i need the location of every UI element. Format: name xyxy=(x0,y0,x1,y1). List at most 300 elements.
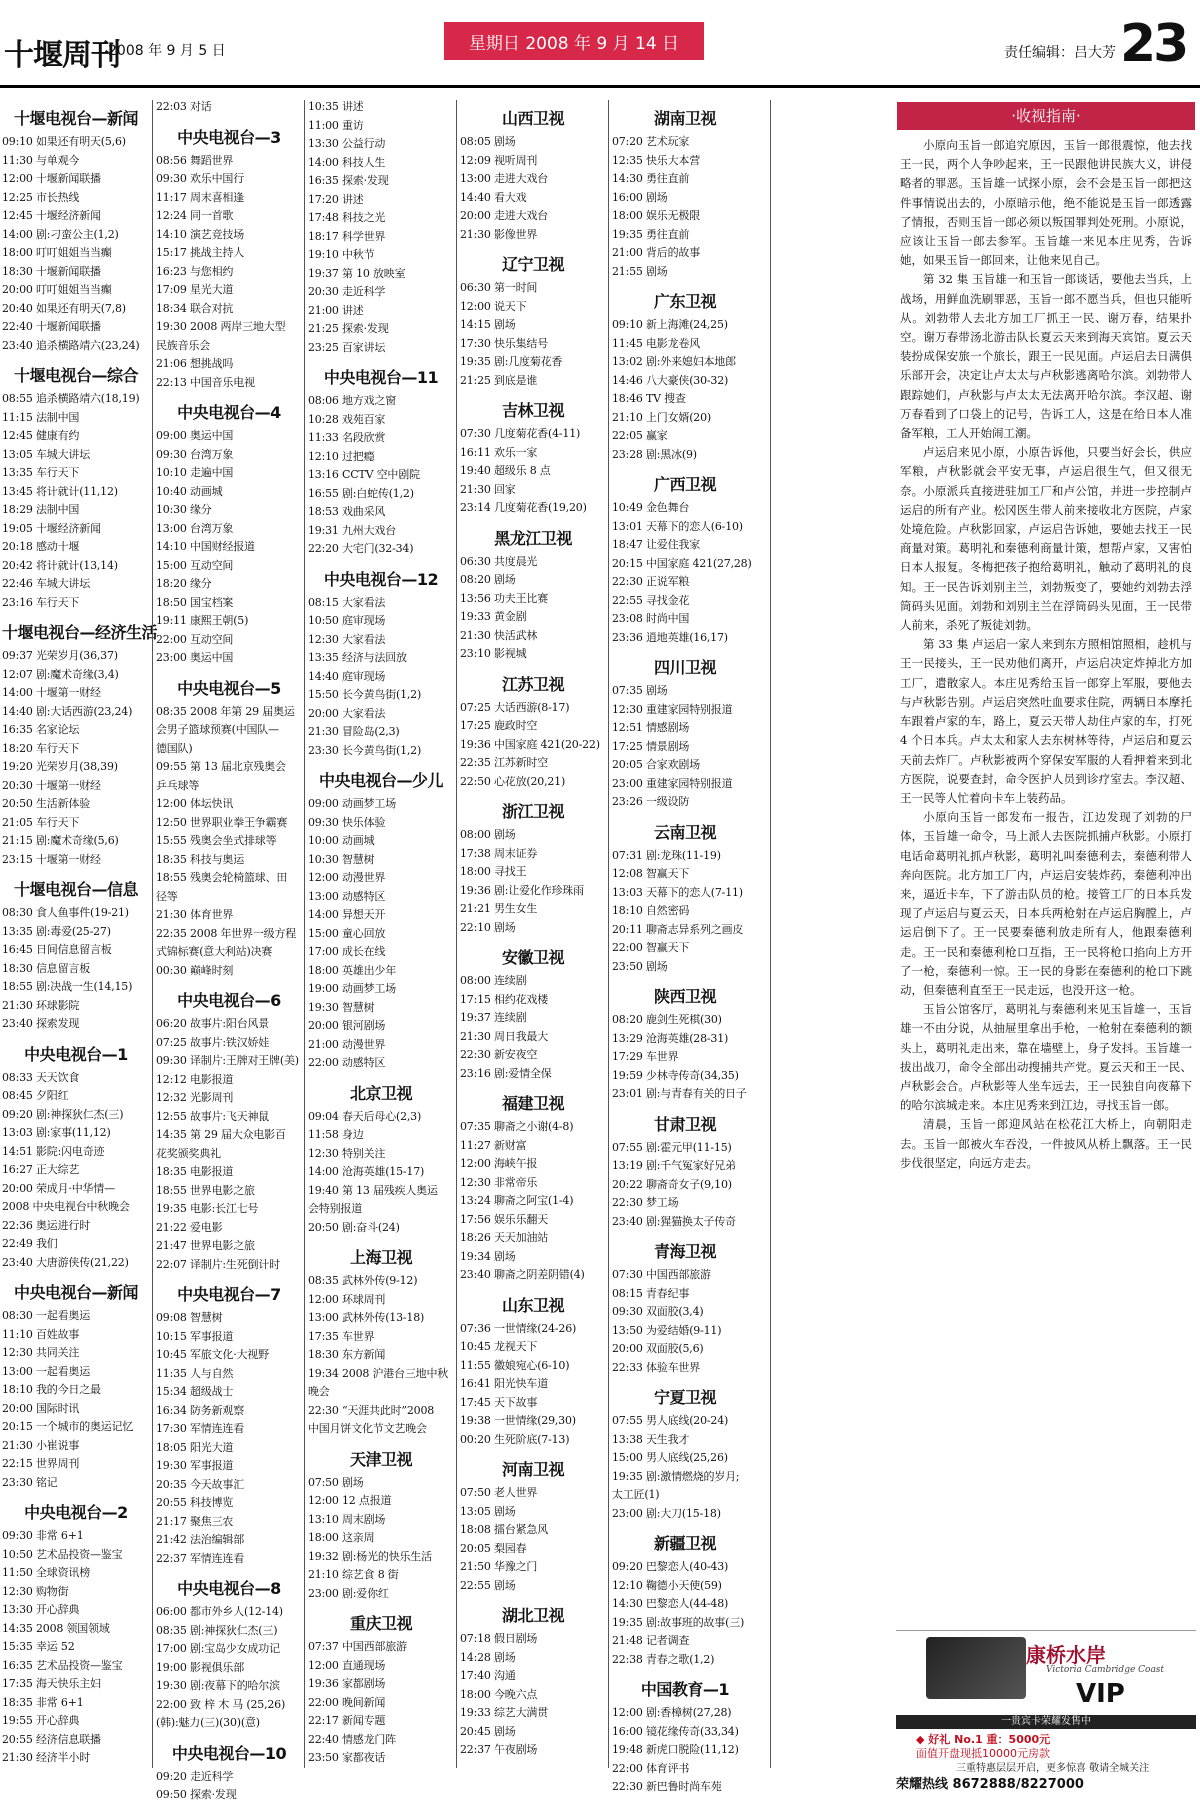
program-listing: 19:30 2008 两岸三地大型 xyxy=(156,320,286,333)
channel-name: 中央电视台—10 xyxy=(171,1743,287,1763)
program-listing: 20:15 中国家庭 421(27,28) xyxy=(612,556,752,570)
program-listing: 23:00 剧:大刀(15-18) xyxy=(612,1506,721,1520)
story-paragraph: 玉旨公馆客厅，葛明礼与秦德利来见玉旨雄一，玉旨雄一不由分说，从抽屉里拿出手枪，一枪射在秦德利的额头上，葛明礼走出来，靠在墙壁上，身子发抖。玉旨雄一拔出战刀，命令全部出动搜捕共产党。夏云天和王一民、卢秋影会合。卢秋影等人坐车远去，王一民独自向夜幕下的哈尔滨城走来。本庄见秀来到江边，寻找玉旨一郎。 xyxy=(900,1002,1192,1113)
program-listing: 09:10 新上海滩(24,25) xyxy=(612,318,728,331)
program-listing: 20:35 今天故事汇 xyxy=(156,1477,244,1491)
program-listing: 20:15 一个城市的奥运记忆 xyxy=(2,1420,134,1433)
program-listing: 07:25 大话西游(8-17) xyxy=(460,700,570,714)
program-listing: 17:35 车世界 xyxy=(308,1329,375,1343)
program-listing: 19:55 开心辞典 xyxy=(2,1714,80,1727)
program-listing: 20:00 叮叮姐姐当当癫 xyxy=(2,283,112,296)
program-listing: 11:10 百姓故事 xyxy=(2,1327,80,1341)
program-listing: 22:13 中国音乐电视 xyxy=(156,375,255,389)
program-listing: 18:30 十堰新闻联播 xyxy=(2,264,101,278)
program-listing: 18:00 英雄出少年 xyxy=(308,963,396,977)
program-listing: 19:59 少林寺传奇(34,35) xyxy=(612,1068,739,1082)
program-listing: 20:00 大家看法 xyxy=(308,706,386,720)
program-listing: 11:35 人与自然 xyxy=(156,1366,234,1380)
program-listing: 07:30 几度菊花香(4-11) xyxy=(460,427,581,440)
channel-name: 中央电视台—5 xyxy=(177,678,281,698)
program-listing: 20:50 生活新体验 xyxy=(2,797,90,810)
program-listing: 10:30 缘分 xyxy=(156,503,212,516)
program-listing: 2008 中央电视台中秋晚会 xyxy=(2,1200,130,1213)
guide-story xyxy=(896,136,1196,1173)
program-listing: 21:30 影像世界 xyxy=(460,227,538,241)
channel-name: 中央电视台—8 xyxy=(177,1579,281,1598)
channel-name: 黑龙江卫视 xyxy=(494,528,572,548)
program-listing: 18:00 娱乐无极限 xyxy=(612,209,700,222)
program-listing: (韩):魅力(三)(30)(意) xyxy=(156,1716,260,1729)
program-listing: 会男子篮球预赛(中国队— xyxy=(156,723,279,736)
channel-name: 中央电视台—1 xyxy=(24,1044,128,1064)
program-listing: 14:51 影院:闪电奇迹 xyxy=(2,1144,105,1158)
program-listing: 09:55 第 13 届北京残奥会 xyxy=(156,760,286,773)
program-listing: 14:46 八大豪侠(30-32) xyxy=(612,373,729,387)
program-listing: 09:00 奥运中国 xyxy=(156,429,234,442)
program-listing: 德国队) xyxy=(156,741,193,755)
program-listing: 20:11 聊斋志异系列之画皮 xyxy=(612,922,744,936)
program-listing: 16:00 镜花缘传奇(33,34) xyxy=(612,1724,739,1738)
program-listing: 22:10 剧场 xyxy=(460,920,516,934)
program-listing: 20:18 感动十堰 xyxy=(2,540,80,553)
channel-name: 中央电视台—3 xyxy=(177,127,281,147)
program-listing: 10:45 龙视天下 xyxy=(460,1340,538,1353)
program-listing: 12:30 重建家园特别报道 xyxy=(612,702,733,716)
program-listing: 23:40 聊斋之阴差阴错(4) xyxy=(460,1268,585,1281)
program-listing: 19:35 勇往直前 xyxy=(612,227,690,241)
program-listing: 16:11 欢乐一家 xyxy=(460,445,538,459)
program-listing: 08:15 青春纪事 xyxy=(612,1286,690,1300)
program-listing: 20:00 国际时讯 xyxy=(2,1401,80,1415)
program-listing: 21:22 爱电影 xyxy=(156,1220,223,1234)
program-listing: 08:56 舞蹈世界 xyxy=(156,153,234,167)
program-listing: 10:28 戏苑百家 xyxy=(308,412,386,426)
channel-name: 中央电视台—新闻 xyxy=(13,1283,138,1302)
program-listing: 13:05 剧场 xyxy=(460,1504,516,1518)
program-listing: 14:40 看大戏 xyxy=(460,190,527,204)
program-listing: 07:35 聊斋之小谢(4-8) xyxy=(460,1120,574,1133)
program-listing: 23:25 百家讲坛 xyxy=(308,340,386,354)
program-listing: 14:00 沧海英雄(15-17) xyxy=(308,1165,425,1178)
program-listing: 08:35 2008 年第 29 届奥运 xyxy=(156,704,295,718)
program-listing: 12:30 购物街 xyxy=(2,1584,69,1598)
program-listing: 22:30 新安夜空 xyxy=(460,1048,538,1061)
program-listing: 21:30 体育世界 xyxy=(156,908,234,921)
program-listing: 13:03 剧:家事(11,12) xyxy=(2,1126,111,1139)
program-listing: 21:30 快活武林 xyxy=(460,628,538,642)
program-listing: 20:00 银河剧场 xyxy=(308,1019,386,1032)
program-listing: 20:50 剧:奋斗(24) xyxy=(308,1220,400,1234)
program-listing: 14:00 科技人生 xyxy=(308,155,386,169)
program-listing: 20:05 梨园春 xyxy=(460,1541,527,1555)
program-listing: 09:30 欢乐中国行 xyxy=(156,172,244,185)
program-listing: 23:30 铭记 xyxy=(2,1475,58,1489)
program-listing: 12:00 直通现场 xyxy=(308,1658,386,1672)
program-listing: 13:00 一起看奥运 xyxy=(2,1364,90,1378)
program-listing: 18:00 叮叮姐姐当当癫 xyxy=(2,246,112,259)
program-listing: 12:00 环球周刊 xyxy=(308,1292,386,1306)
program-listing: 20:05 合家欢剧场 xyxy=(612,758,700,771)
story-paragraph: 小原向玉旨一郎追究原因，玉旨一郎很震惊，他去找王一民，两个人争吵起来，王一民跟他讲民族大义，讲侵略者的罪恶。玉旨雄一试探小原，会不会是玉旨一郎把这件事情说出去的，小原暗示他，绝不能说是玉旨一郎透露了情报，否则玉旨一郎必须以叛国罪判处死刑。小原说，应该让玉旨一郎去参军。玉旨雄一来见本庄见秀，告诉她，如果玉旨一郎回来，让他来见自己。 xyxy=(900,138,1192,268)
program-listing: 18:20 车行天下 xyxy=(2,741,80,755)
program-listing: 10:35 讲述 xyxy=(308,100,364,113)
program-listing: 11:00 重访 xyxy=(308,118,364,132)
ad-banner: 一贵宾卡荣耀发售中 xyxy=(896,1715,1196,1729)
program-listing: 07:18 假日剧场 xyxy=(460,1632,538,1645)
ad-note: 三重特惠层层开启，更多惊喜 敬请全城关注 xyxy=(956,1763,1150,1774)
program-listing: 15:00 童心回放 xyxy=(308,926,386,940)
channel-name: 广西卫视 xyxy=(653,475,716,494)
program-listing: 21:10 上门女婿(20) xyxy=(612,410,711,424)
program-listing: 17:30 军情连连看 xyxy=(156,1422,244,1435)
ad-logo: 康桥水岸 xyxy=(1026,1643,1106,1667)
program-listing: 22:55 剧场 xyxy=(460,1578,516,1592)
program-listing: 10:15 军事报道 xyxy=(156,1329,234,1343)
program-listing: 17:45 天下故事 xyxy=(460,1395,538,1409)
program-listing: 21:30 回家 xyxy=(460,482,516,496)
program-listing: 19:40 第 13 届残疾人奥运 xyxy=(308,1183,438,1197)
channel-name: 中央电视台—7 xyxy=(177,1285,281,1304)
program-listing: 12:30 共同关注 xyxy=(2,1346,80,1359)
program-listing: 12:00 体坛快讯 xyxy=(156,797,234,810)
program-listing: 19:37 第 10 放映室 xyxy=(308,266,406,280)
program-listing: 19:35 剧:故事班的故事(三) xyxy=(612,1615,745,1629)
program-listing: 20:22 聊斋奇女子(9,10) xyxy=(612,1177,732,1191)
program-listing: 09:30 译制片:王牌对王牌(美) xyxy=(156,1054,299,1067)
program-listing: 18:46 TV 搜查 xyxy=(612,392,686,405)
program-listing: 18:47 让爱住我家 xyxy=(612,538,700,551)
program-listing: 19:38 一世情缘(29,30) xyxy=(460,1414,576,1427)
program-listing: 23:16 车行天下 xyxy=(2,595,80,609)
program-listing: 09:30 快乐体验 xyxy=(308,815,386,829)
program-listing: 21:05 车行天下 xyxy=(2,815,80,829)
program-listing: 13:50 为爱结婚(9-11) xyxy=(612,1323,722,1337)
program-listing: 12:25 市长热线 xyxy=(2,190,80,204)
channel-name: 宁夏卫视 xyxy=(653,1388,716,1407)
channel-name: 甘肃卫视 xyxy=(653,1114,716,1134)
program-listing: 22:17 新闻专题 xyxy=(308,1714,386,1727)
program-listing: 19:36 家都剧场 xyxy=(308,1677,386,1690)
program-listing: 20:00 荣成月·中华情— xyxy=(2,1181,115,1195)
program-listing: 08:30 食人鱼事件(19-21) xyxy=(2,906,129,919)
program-listing: 09:20 巴黎恋人(40-43) xyxy=(612,1560,729,1573)
program-listing: 13:35 剧:毒爱(25-27) xyxy=(2,924,111,938)
program-listing: 18:29 法制中国 xyxy=(2,503,80,516)
program-listing: 12:09 视听周刊 xyxy=(460,153,538,167)
date-banner: 星期日 2008 年 9 月 14 日 xyxy=(444,22,704,60)
channel-name: 中央电视台—11 xyxy=(323,368,439,387)
channel-name: 辽宁卫视 xyxy=(501,255,564,274)
program-listing: 23:40 追杀横路靖六(23,24) xyxy=(2,338,140,352)
program-listing: 06:00 都市外乡人(12-14) xyxy=(156,1605,283,1618)
program-listing: 22:20 大宅门(32-34) xyxy=(308,542,414,555)
channel-name: 福建卫视 xyxy=(501,1094,564,1113)
program-listing: 18:05 阳光大道 xyxy=(156,1440,234,1454)
program-listing: 22:00 晚间新闻 xyxy=(308,1695,386,1709)
program-listing: 22:35 江苏新时空 xyxy=(460,756,548,769)
program-listing: 13:56 功夫王比赛 xyxy=(460,591,548,605)
program-listing: 19:34 2008 沪港台三地中秋 xyxy=(308,1366,449,1380)
guide-title: ·收视指南· xyxy=(897,102,1195,130)
program-listing: 11:58 身边 xyxy=(308,1128,364,1141)
program-listing: 13:01 天幕下的恋人(6-10) xyxy=(612,519,743,533)
program-listing: 18:00 寻找王 xyxy=(460,865,527,878)
channel-name: 湖南卫视 xyxy=(653,109,716,128)
program-listing: 17:29 车世界 xyxy=(612,1050,679,1063)
program-listing: 21:30 小崔说事 xyxy=(2,1438,80,1452)
program-listing: 16:45 日间信息留言板 xyxy=(2,943,112,956)
program-listing: 08:00 剧场 xyxy=(460,828,516,841)
program-listing: 13:30 公益行动 xyxy=(308,137,386,150)
program-listing: 13:38 天生我才 xyxy=(612,1432,690,1446)
program-listing: 08:20 剧场 xyxy=(460,573,516,586)
channel-name: 十堰电视台—经济生活 xyxy=(2,623,158,642)
program-listing: 22:33 体验车世界 xyxy=(612,1360,700,1374)
program-listing: 19:35 剧:激情燃烧的岁月; xyxy=(612,1469,740,1483)
program-listing: 16:34 防务新观察 xyxy=(156,1403,244,1417)
channel-name: 广东卫视 xyxy=(653,292,716,311)
program-listing: 19:11 康熙王朝(5) xyxy=(156,614,249,627)
program-listing: 23:40 大唐游侠传(21,22) xyxy=(2,1255,129,1269)
channel-name: 安徽卫视 xyxy=(501,948,564,967)
program-listing: 18:10 我的今日之最 xyxy=(2,1383,101,1396)
program-listing: 21:10 综艺食 8 街 xyxy=(308,1568,399,1581)
newspaper-brand: 十堰周刊 xyxy=(4,38,120,73)
channel-name: 河南卫视 xyxy=(501,1460,564,1479)
program-listing: 22:38 青春之歌(1,2) xyxy=(612,1652,715,1666)
program-listing: 07:35 剧场 xyxy=(612,684,668,697)
channel-name: 中央电视台—4 xyxy=(177,403,281,422)
program-listing: 14:40 剧:大话西游(23,24) xyxy=(2,704,133,718)
program-listing: 18:00 这亲周 xyxy=(308,1531,375,1544)
story-paragraph: 卢运启来见小原，小原告诉他，只要当好会长，供应军粮，卢秋影就会平安无事，卢运启很生气，但又很无奈。小原派兵直接进驻加工厂和卢公馆，并进一步控制卢运启的所有产业。松冈医生带人前来接收北方医院，卢家处境危险。卢秋影回家，卢运启告诉她，要她去找王一民商量对策。葛明礼和秦德利商量计策，想帮卢家，又害怕日本人报复。冬梅把孩子抱给葛明礼，触动了葛明礼的良知。王一民告诉刘别主兰，刘勃叛变了，要她约刘勃去浮筒码头见面。刘勃和刘别主兰在浮筒码头见面，王一民带人前来，杀死了叛徒刘勃。 xyxy=(900,445,1192,633)
program-listing: 太工匠(1) xyxy=(612,1488,660,1501)
channel-name: 云南卫视 xyxy=(653,822,716,842)
program-listing: 式锦标赛(意大利站)决赛 xyxy=(156,945,273,958)
program-listing: 12:45 健康有约 xyxy=(2,429,80,442)
program-listing: 09:30 双面胶(3,4) xyxy=(612,1305,704,1318)
program-listing: 22:30 梦工场 xyxy=(612,1196,679,1209)
program-listing: 13:00 走进大戏台 xyxy=(460,172,548,185)
program-listing: 07:50 剧场 xyxy=(308,1475,364,1489)
program-listing: 07:37 中国西部旅游 xyxy=(308,1640,407,1653)
program-listing: 21:55 剧场 xyxy=(612,264,668,278)
program-listing: 11:50 全球资讯榜 xyxy=(2,1566,90,1579)
program-listing: 14:10 演艺竞技场 xyxy=(156,227,244,241)
program-listing: 22:00 智赢天下 xyxy=(612,941,690,954)
program-listing: 08:55 追杀横路靖六(18,19) xyxy=(2,392,140,405)
schedule-column-4 xyxy=(460,98,606,1770)
program-listing: 18:34 联合对抗 xyxy=(156,301,234,315)
program-listing: 19:36 剧:让爱化作珍珠雨 xyxy=(460,883,584,897)
program-listing: 18:26 天天加油站 xyxy=(460,1231,548,1244)
program-listing: 12:12 电影报道 xyxy=(156,1072,234,1086)
vip-card-image xyxy=(926,1637,1026,1699)
program-listing: 20:30 十堰第一财经 xyxy=(2,778,101,792)
program-listing: 07:30 中国西部旅游 xyxy=(612,1268,711,1281)
program-listing: 18:35 科技与奥运 xyxy=(156,852,244,866)
program-listing: 07:20 艺术玩家 xyxy=(612,135,690,148)
program-listing: 22:30 “天涯共此时”2008 xyxy=(308,1403,435,1417)
program-listing: 13:35 经济与法回放 xyxy=(308,651,407,664)
program-listing: 13:29 沧海英雄(28-31) xyxy=(612,1031,729,1045)
channel-name: 山西卫视 xyxy=(501,109,564,128)
story-paragraph: 第 33 集 卢运启一家人来到东方照相馆照相，趁机与王一民接头，王一民劝他们离开，卢运启决定炸掉北方加工厂，遣散家人。本庄见秀给玉旨一郎穿上军服，要他去与卢秋影告别。卢运启突然吐血要求住院，两辆日本摩托车跟着卢家的车，路上，夏云天带人劫住卢家的车，打死 4 个日本兵。卢太太和家人去东树林等待，卢运启和夏云天前去炸厂。卢秋影被两个穿保安军服的人看押着来到北方医院，说要查封，命令医护人员到诊疗室去。李汉超、王一民等人忙着向卡车上装药品。 xyxy=(900,637,1192,805)
program-listing: 13:05 车城大讲坛 xyxy=(2,447,90,461)
program-listing: 10:00 动画城 xyxy=(308,834,375,847)
program-listing: 08:06 地方戏之窗 xyxy=(308,394,396,407)
program-listing: 12:30 非常帝乐 xyxy=(460,1175,538,1189)
program-listing: 13:24 聊斋之阿宝(1-4) xyxy=(460,1194,574,1207)
program-listing: 19:40 超级乐 8 点 xyxy=(460,464,551,477)
story-paragraph: 清晨，玉旨一郎迎风站在松花江大桥上，向朝阳走去。玉旨一郎被火车吞没，一件披风从桥上飘落。王一民步伐很坚定，向远方走去。 xyxy=(900,1117,1192,1170)
program-listing: 21:48 记者调查 xyxy=(612,1634,690,1647)
program-listing: 19:05 十堰经济新闻 xyxy=(2,521,101,535)
program-listing: 16:35 艺术品投资—鉴宝 xyxy=(2,1658,123,1672)
program-listing: 10:49 金色舞台 xyxy=(612,501,690,514)
program-listing: 22:55 寻找金花 xyxy=(612,593,690,607)
program-listing: 09:10 如果还有明天(5,6) xyxy=(2,135,126,148)
program-listing: 19:30 智慧树 xyxy=(308,1000,375,1014)
program-listing: 21:17 聚焦三农 xyxy=(156,1514,234,1528)
program-listing: 21:00 动漫世界 xyxy=(308,1037,386,1051)
program-listing: 22:50 心花放(20,21) xyxy=(460,774,566,788)
channel-name: 山东卫视 xyxy=(501,1295,564,1315)
program-listing: 19:33 黄金剧 xyxy=(460,610,527,623)
program-listing: 11:30 与单观今 xyxy=(2,153,80,167)
program-listing: 13:00 武林外传(13-18) xyxy=(308,1311,425,1324)
program-listing: 晚会 xyxy=(308,1385,330,1398)
program-listing: 23:08 时尚中国 xyxy=(612,612,690,625)
program-listing: 07:25 故事片:铁汉娇娃 xyxy=(156,1035,270,1049)
program-listing: 18:30 信息留言板 xyxy=(2,961,90,975)
ad-offer-detail: 面值开盘现抵10000元房款 xyxy=(916,1747,1050,1760)
program-listing: 16:35 名家论坛 xyxy=(2,723,80,736)
program-listing: 13:10 周末剧场 xyxy=(308,1512,386,1526)
program-listing: 07:36 一世情缘(24-26) xyxy=(460,1321,577,1335)
program-listing: 18:55 残奥会轮椅篮球、田 xyxy=(156,871,288,884)
program-listing: 21:30 冒险岛(2,3) xyxy=(308,725,400,738)
program-listing: 07:31 剧:龙珠(11-19) xyxy=(612,848,721,862)
program-listing: 18:30 东方新闻 xyxy=(308,1348,386,1361)
schedule-column-1 xyxy=(2,98,158,1770)
program-listing: 19:35 剧:几度菊花香 xyxy=(460,355,563,368)
program-listing: 23:30 长今黄鸟街(1,2) xyxy=(308,743,422,757)
program-listing: 09:37 光荣岁月(36,37) xyxy=(2,649,118,662)
issue-date: 2008 年 9 月 5 日 xyxy=(108,43,226,59)
program-listing: 17:30 快乐集结号 xyxy=(460,336,548,350)
program-listing: 23:36 逍地英雄(16,17) xyxy=(612,630,728,644)
editor-credit: 责任编辑：吕大芳 xyxy=(1004,45,1116,61)
program-listing: 12:00 动漫世界 xyxy=(308,871,386,884)
program-listing: 23:01 剧:与青春有关的日子 xyxy=(612,1087,747,1100)
program-listing: 23:16 剧:爱情全保 xyxy=(460,1066,552,1080)
program-listing: 12:10 过把瘾 xyxy=(308,449,375,463)
advertisement xyxy=(896,1630,1196,1792)
program-listing: 18:35 非常 6+1 xyxy=(2,1695,84,1709)
program-listing: 12:30 特别关注 xyxy=(308,1146,386,1160)
program-listing: 19:30 军事报道 xyxy=(156,1459,234,1472)
program-listing: 19:00 动画梦工场 xyxy=(308,982,396,995)
program-listing: 23:40 探索发现 xyxy=(2,1017,80,1030)
program-listing: 08:05 剧场 xyxy=(460,135,516,148)
program-listing: 23:14 几度菊花香(19,20) xyxy=(460,501,587,514)
program-listing: 12:00 12 点报道 xyxy=(308,1494,392,1507)
program-listing: 22:30 正说军粮 xyxy=(612,575,690,588)
program-listing: 14:28 剧场 xyxy=(460,1650,516,1664)
program-listing: 19:34 剧场 xyxy=(460,1249,516,1263)
program-listing: 22:35 2008 年世界一级方程 xyxy=(156,926,297,940)
program-listing: 径等 xyxy=(156,889,178,903)
program-listing: 17:56 娱乐乐翻天 xyxy=(460,1212,548,1226)
program-listing: 22:00 致 梓 木 马 (25,26) xyxy=(156,1697,286,1711)
program-listing: 21:50 华豫之门 xyxy=(460,1560,538,1573)
program-listing: 22:40 十堰新闻联播 xyxy=(2,320,101,333)
program-listing: 19:20 光荣岁月(38,39) xyxy=(2,760,118,773)
column-divider xyxy=(304,100,305,1768)
program-listing: 14:00 异想天开 xyxy=(308,908,386,921)
channel-name: 中国教育—1 xyxy=(640,1680,730,1699)
program-listing: 12:00 说天下 xyxy=(460,299,527,313)
program-listing: 08:33 天天饮食 xyxy=(2,1070,80,1084)
program-listing: 08:35 剧:神探狄仁杰(三) xyxy=(156,1623,278,1637)
schedule-column-2 xyxy=(156,98,302,1801)
channel-name: 江苏卫视 xyxy=(501,674,564,694)
program-listing: 16:27 正大综艺 xyxy=(2,1163,80,1176)
channel-name: 天津卫视 xyxy=(349,1449,412,1469)
program-listing: 14:30 勇往直前 xyxy=(612,172,690,185)
program-listing: 10:40 动画城 xyxy=(156,484,223,498)
program-listing: 10:10 走遍中国 xyxy=(156,466,234,479)
program-listing: 08:45 夕阳红 xyxy=(2,1089,69,1102)
page-header xyxy=(0,0,1200,88)
program-listing: 11:33 名段欣赏 xyxy=(308,431,386,444)
program-listing: 10:30 智慧树 xyxy=(308,852,375,866)
program-listing: 12:08 智赢天下 xyxy=(612,867,690,880)
column-divider xyxy=(608,100,609,1768)
ad-hotline: 荣耀热线 8672888/8227000 xyxy=(896,1777,1084,1792)
program-listing: 08:00 连续剧 xyxy=(460,974,527,987)
program-listing: 13:45 将计就计(11,12) xyxy=(2,484,118,498)
program-listing: 17:00 剧:宝岛少女成功记 xyxy=(156,1642,280,1655)
program-listing: 12:45 十堰经济新闻 xyxy=(2,209,101,222)
program-listing: 20:45 剧场 xyxy=(460,1724,516,1738)
program-listing: 13:00 动感特区 xyxy=(308,889,386,903)
program-listing: 22:30 新巴鲁时尚车苑 xyxy=(612,1780,722,1793)
program-listing: 23:50 剧场 xyxy=(612,959,668,973)
program-listing: 18:50 国宝档案 xyxy=(156,595,234,609)
program-listing: 17:25 鹿政时空 xyxy=(460,719,538,732)
program-listing: 20:00 双面胶(5,6) xyxy=(612,1342,704,1355)
program-listing: 10:50 艺术品投资—鉴宝 xyxy=(2,1547,123,1561)
channel-name: 十堰电视台—新闻 xyxy=(13,109,138,128)
program-listing: 00:20 生死阶底(7-13) xyxy=(460,1432,570,1446)
program-listing: 17:38 周末证券 xyxy=(460,846,538,860)
program-listing: 23:40 剧:猩猫换太子传奇 xyxy=(612,1214,736,1228)
program-listing: 13:35 车行天下 xyxy=(2,466,80,479)
program-listing: 21:30 环球影院 xyxy=(2,998,80,1012)
channel-name: 中央电视台—2 xyxy=(24,1503,128,1522)
program-listing: 13:30 开心辞典 xyxy=(2,1603,80,1616)
program-listing: 22:46 车城大讲坛 xyxy=(2,577,90,590)
program-listing: 18:08 擂台紧急风 xyxy=(460,1523,548,1536)
program-listing: 14:35 第 29 届大众电影百 xyxy=(156,1128,286,1141)
channel-name: 上海卫视 xyxy=(349,1248,412,1267)
program-listing: 23:00 剧:爱你红 xyxy=(308,1586,389,1600)
program-listing: 08:30 一起看奥运 xyxy=(2,1309,90,1322)
channel-name: 十堰电视台—综合 xyxy=(13,366,138,385)
program-listing: 15:00 男人底线(25,26) xyxy=(612,1451,728,1464)
